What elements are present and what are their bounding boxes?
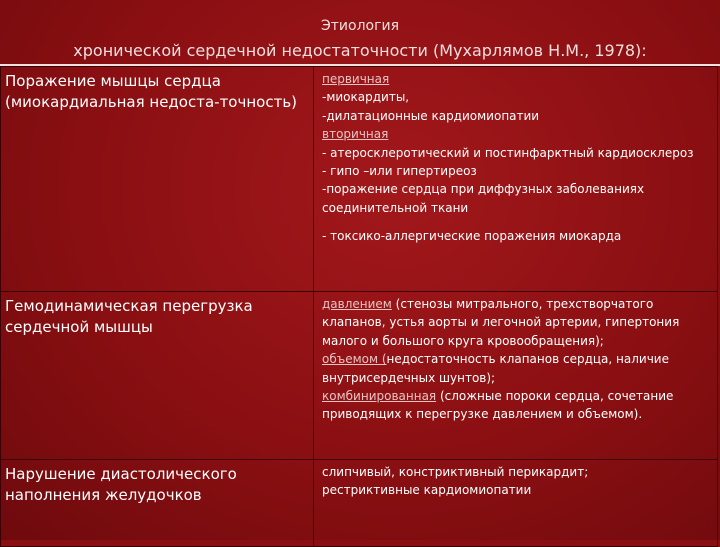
table-row bbox=[1, 67, 718, 292]
term-description: (сложные пороки сердца, сочетание приводящих к перегрузке давлением и объемом). bbox=[322, 389, 674, 422]
cause-label: Гемодинамическая перегрузка сердечной мышцы bbox=[5, 297, 253, 336]
list-item: - токсико-аллергические поражения миокарда bbox=[322, 229, 622, 244]
list-item bbox=[322, 295, 713, 350]
table-row bbox=[1, 292, 718, 460]
table-cell-details bbox=[314, 67, 718, 292]
table-row bbox=[1, 460, 718, 547]
table-cell-cause bbox=[1, 460, 314, 547]
term-pressure: давлением bbox=[322, 297, 392, 311]
list-item: слипчивый, констриктивный перикардит; bbox=[322, 465, 589, 479]
list-item bbox=[322, 350, 713, 387]
list-item: - атеросклеротический и постинфарктный кардиосклероз bbox=[322, 145, 694, 160]
list-item: -поражение сердца при диффузных заболеваниях соединительной ткани bbox=[322, 182, 645, 215]
term-description: недостаточность клапанов сердца, наличие внутрисердечных шунтов); bbox=[322, 352, 669, 385]
term-description: (стенозы митрального, трехстворчатого клапанов, устья аорты и легочной артерии, гипертония малого и большого круга кровообращения); bbox=[322, 297, 680, 348]
table-cell-details bbox=[314, 292, 718, 460]
table-cell-cause bbox=[1, 67, 314, 292]
etiology-table bbox=[0, 66, 718, 547]
list-item: -дилатационные кардиомиопатии bbox=[322, 108, 540, 123]
primary-heading: первичная bbox=[322, 72, 390, 86]
term-combined: комбинированная bbox=[322, 389, 437, 404]
cause-label: Поражение мышцы сердца (миокардиальная недоста-точность) bbox=[5, 72, 298, 111]
cause-label: Нарушение диастолического наполнения желудочков bbox=[5, 465, 237, 504]
list-item: -миокардиты, bbox=[322, 90, 410, 105]
secondary-heading: вторичная bbox=[322, 127, 389, 142]
term-volume: объемом ( bbox=[322, 352, 387, 367]
spacer bbox=[322, 217, 713, 227]
table-cell-cause bbox=[1, 292, 314, 460]
slide-title-line-1: Этиология bbox=[321, 18, 399, 34]
slide-title-line-2: хронической сердечной недостаточности (Мухарлямов Н.М., 1978): bbox=[73, 41, 647, 60]
list-item bbox=[322, 387, 713, 424]
list-item: - гипо –или гипертиреоз bbox=[322, 164, 477, 179]
table-cell-details bbox=[314, 460, 718, 547]
list-item: рестриктивные кардиомиопатии bbox=[322, 483, 532, 498]
